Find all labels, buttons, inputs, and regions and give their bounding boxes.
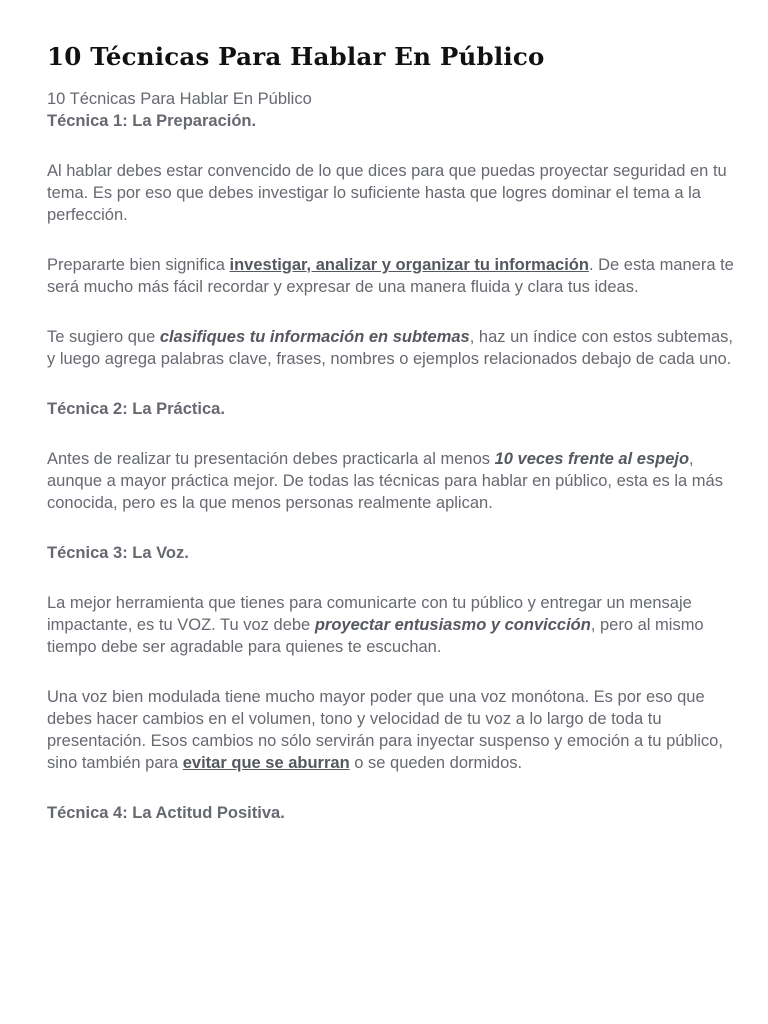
paragraph-text: Una voz bien modulada tiene mucho mayor poder que una voz monótona. Es por eso que debes hacer cambios en el volumen, tono y velocidad de tu voz a lo largo de toda tu presentación. Esos cambios no sólo servirán para inyectar suspenso y emoción a tu público, sino también para — [47, 688, 723, 772]
paragraph-text: , aunque a mayor práctica mejor. De todas las técnicas para hablar en público, esta es la más conocida, pero es la que menos personas realmente aplican. — [47, 450, 723, 512]
link-investigar[interactable]: investigar, analizar y organizar tu información — [229, 256, 589, 274]
paragraph — [47, 592, 737, 658]
paragraph — [47, 160, 737, 226]
paragraph — [47, 326, 737, 370]
paragraph-text: . De esta manera te será mucho más fácil recordar y expresar de una manera fluida y clara tus ideas. — [47, 256, 734, 296]
intro-block — [47, 88, 737, 132]
section-heading-tecnica-2: Técnica 2: La Práctica. — [47, 400, 225, 418]
paragraph — [47, 254, 737, 298]
paragraph — [47, 802, 737, 824]
section-heading-tecnica-3: Técnica 3: La Voz. — [47, 544, 189, 562]
emphasis-text: proyectar entusiasmo y convicción — [314, 616, 591, 634]
paragraph — [47, 398, 737, 420]
paragraph-text: Prepararte bien significa — [47, 256, 230, 274]
emphasis-text: clasifiques tu información en subtemas — [159, 328, 470, 346]
paragraph-text: Antes de realizar tu presentación debes practicarla al menos — [47, 450, 495, 468]
link-evitar-que-se-aburran[interactable]: evitar que se aburran — [182, 754, 350, 772]
paragraph-text: , haz un índice con estos subtemas, y luego agrega palabras clave, frases, nombres o ejemplos relacionados debajo de cada uno. — [47, 328, 733, 368]
paragraph — [47, 686, 737, 774]
document-title: 10 Técnicas Para Hablar En Público — [47, 42, 545, 71]
section-heading-tecnica-1: Técnica 1: La Preparación. — [47, 112, 257, 130]
paragraph — [47, 542, 737, 564]
document-subtitle: 10 Técnicas Para Hablar En Público — [47, 90, 312, 108]
paragraph-text: , pero al mismo tiempo debe ser agradable para quienes te escuchan. — [47, 616, 704, 656]
document-page — [47, 42, 737, 824]
section-heading-tecnica-4: Técnica 4: La Actitud Positiva. — [47, 804, 285, 822]
paragraph-text: Te sugiero que — [47, 328, 160, 346]
emphasis-text: 10 veces frente al espejo — [494, 450, 690, 468]
paragraph-text: Al hablar debes estar convencido de lo que dices para que puedas proyectar seguridad en tu tema. Es por eso que debes investigar lo suficiente hasta que logres dominar el tema a la perfección. — [47, 162, 727, 224]
paragraph-text: o se queden dormidos. — [349, 754, 523, 772]
paragraph-text: La mejor herramienta que tienes para comunicarte con tu público y entregar un mensaje impactante, es tu VOZ. Tu voz debe — [47, 594, 692, 634]
paragraph — [47, 448, 737, 514]
